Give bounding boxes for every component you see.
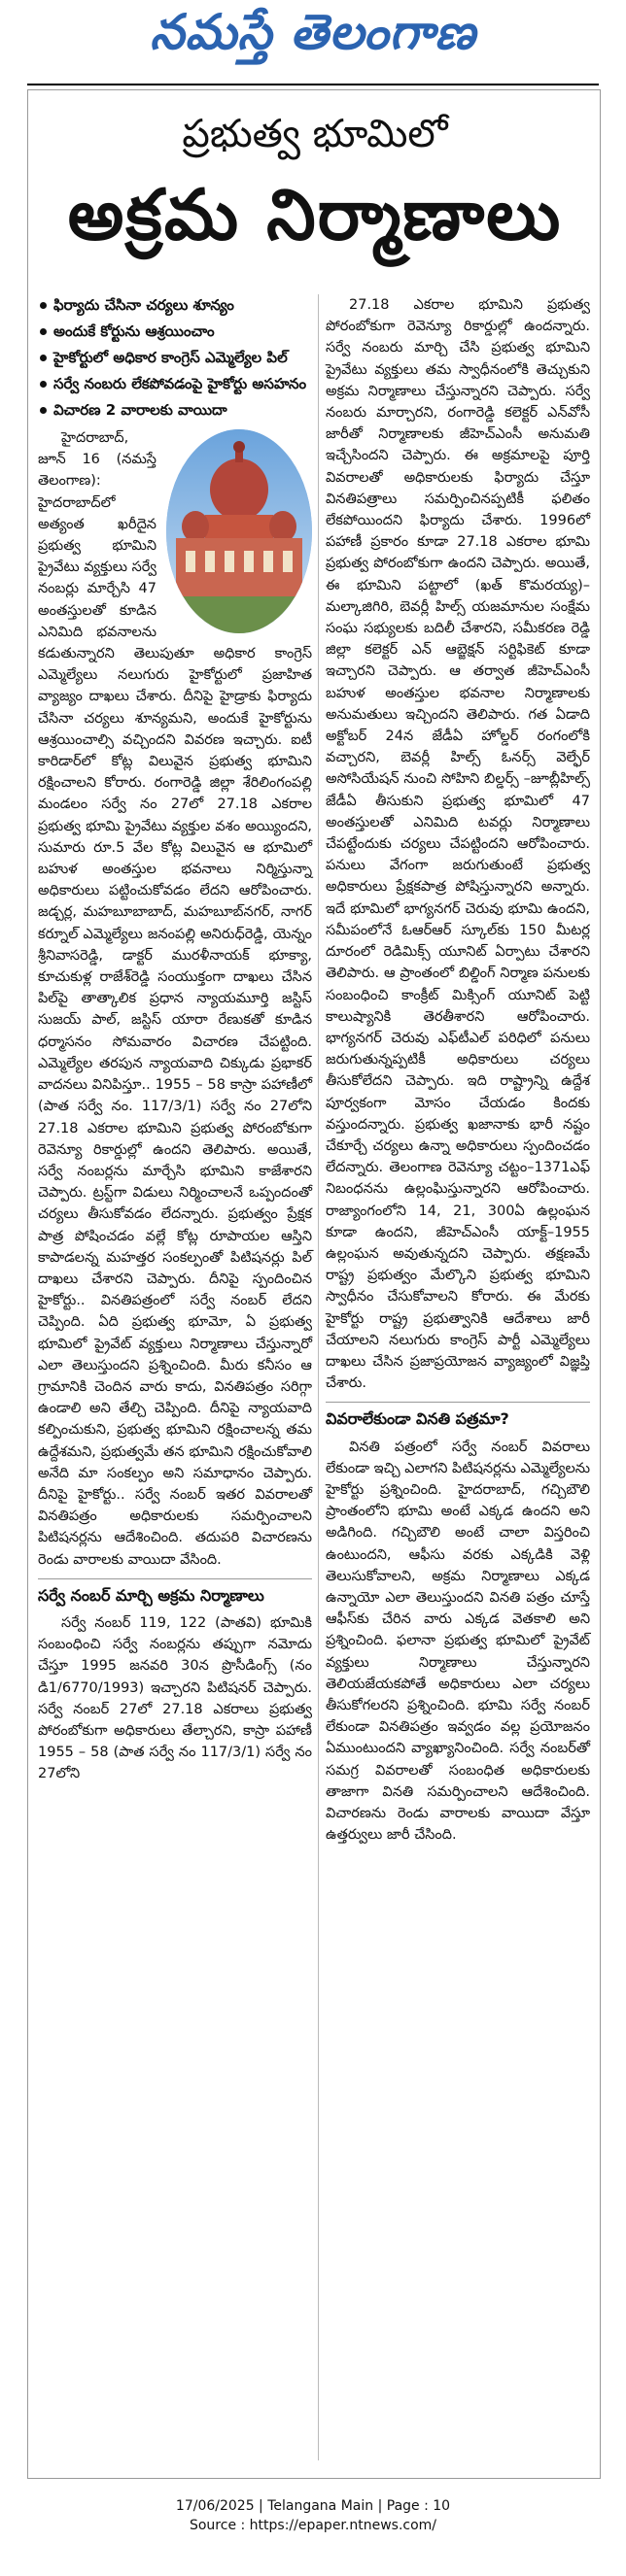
article-kicker: ప్రభుత్వ భూమిలో [182, 112, 448, 156]
masthead-rule [27, 84, 599, 85]
page-footer [0, 2498, 626, 2537]
article-headline: అక్రమ నిర్మాణాలు [67, 174, 563, 255]
paragraph: హైదరాబాద్, జూన్ 16 (నమస్తే తెలంగాణ): హైదరాబాద్‌లో అత్యంత ఖరీదైన ప్రభుత్వ భూమిని ప్రైవేటు వ్యక్తులు సర్వే నంబర్లు మార్చేసి 47 అంతస్తులతో కూడిన ఎనిమిది భవనాలను కడుతున్నారని తెలుపుతూ అధికార కాంగ్రెస్ ఎమ్మెల్యేలు నలుగురు హైకోర్టులో ప్రజాహిత వ్యాజ్యం దాఖలు చేశారు. దీనిపై హైడ్రాకు ఫిర్యాదు చేసినా చర్యలు శూన్యమని, అందుకే హైకోర్టును ఆశ్రయించాల్సి వచ్చిందని వివరణ ఇచ్చారు. ఐటీ కారిడార్‌లో కోట్ల విలువైన ప్రభుత్వ భూమిని రక్షించాలని కోరారు. రంగారెడ్డి జిల్లా శేరిలింగంపల్లి మండలం సర్వే నం 27లో 27.18 ఎకరాల ప్రభుత్వ భూమి ప్రైవేటు వ్యక్తుల వశం అయ్యిందని, సుమారు రూ.5 వేల కోట్ల విలువైన ఆ భూమిలో బహుళ అంతస్తుల భవనాలు నిర్మిస్తున్నా అధికారులు పట్టించుకోవడం లేదని ఆరోపించారు. జడ్చర్ల, మహబూబాబాద్, మహబూబ్‌నగర్, నాగర్ కర్నూల్ ఎమ్మెల్యేలు జనంపల్లి అనిరుధ్‌రెడ్డి, యెన్నం శ్రీనివాసరెడ్డి, డాక్టర్ మురళీనాయక్ భూక్యా, కూచుకుళ్ల రాజేశ్‌రెడ్డి సంయుక్తంగా దాఖలు చేసిన పిల్‌పై తాత్కాలిక ప్రధాన న్యాయమూర్తి జస్టిస్ సుజయ్ పాల్, జస్టిస్ యారా రేణుకతో కూడిన ధర్మాసనం సోమవారం విచారణ చేపట్టింది. ఎమ్మెల్యేల తరపున న్యాయవాది చిక్కుడు ప్రభాకర్ వాదనలు వినిపిస్తూ.. 1955 – 58 కాస్రా పహాణీలో (పాత సర్వే నం. 117/3/1) సర్వే నం 27లోని 27.18 ఎకరాల భూమిని ప్రభుత్వ పోరంబోకుగా రెవెన్యూ రికార్డుల్లో ఉందని తెలిపారు. అయితే, సర్వే నంబర్లను మార్చేసి భూమిని కాజేశారని చెప్పారు. ట్రస్ట్‌గా విడులు నిర్మించాలనే ఒప్పందంతో చర్యలు తీసుకోవడం లేదన్నారు. ప్రభుత్వం ప్రేక్షక పాత్ర పోషించడం వల్లే కోట్ల రూపాయల ఆస్తిని కాపాడలన్న మహత్తర సంకల్పంతో పిటిషనర్లు పిల్ దాఖలు చేశారని చెప్పారు. దీనిపై స్పందించిన హైకోర్టు.. వినతిపత్రంలో సర్వే నంబర్ లేదని చెప్పింది. ఏది ప్రభుత్వ భూమో, ఏ ప్రభుత్వ భూమిలో ప్రైవేట్ వ్యక్తులు నిర్మాణాలు చేస్తున్నారో ఎలా తెలుస్తుందని ప్రశ్నించింది. మీరు కనీసం ఆ గ్రామానికి చెందిన వారు కాదు, వినతిపత్రం సరిగ్గా ఉండాలి అని తేల్చి చెప్పింది. దీనిపై న్యాయవాది కల్పించుకుని, ప్రభుత్వ భూమిని రక్షించాలన్న తమ ఉద్దేశమని, ప్రభుత్వమే తన భూమిని రక్షించుకోవాలి అనేది మా సంకల్పం అని సమాధానం చెప్పారు. దీనిపై హైకోర్టు.. సర్వే నంబర్ ఇతర వివరాలతో వినతిపత్రం అధికారులకు సమర్పించాలని పిటిషనర్లను ఆదేశించింది. తదుపరి విచారణను రెండు వారాలకు వాయిదా వేసింది. [38, 430, 312, 1568]
highlight-item: ఫిర్యాదు చేసినా చర్యలు శూన్యం [38, 294, 312, 317]
highlight-item: విచారణ 2 వారాలకు వాయిదా [38, 399, 312, 422]
paragraph: సర్వే నంబర్ 119, 122 (పాతవి) భూమికి సంబంధించి సర్వే నంబర్లను తప్పుగా నమోదు చేస్తూ 1995 జనవరి 30న ప్రొసీడింగ్స్ (నం డి1/6770/1993) ఇచ్చారని పిటిషనర్ చెప్పారు. సర్వే నంబర్ 27లో 27.18 ఎకరాలు ప్రభుత్వ పోరంబోకుగా అధికారులు తేల్చారని, కాస్రా పహాణీ 1955 – 58 (పాత సర్వే నం 117/3/1) సర్వే నం 27లోని [38, 1614, 312, 1782]
body-text [38, 427, 312, 1571]
left-column [38, 294, 312, 1791]
edition-info: 17/06/2025 | Telangana Main | Page : 10 [175, 2498, 451, 2514]
highlight-item: సర్వే నంబరు లేకపోవడంపై హైకోర్టు అసహనం [38, 373, 312, 395]
paragraph: వినతి పత్రంలో సర్వే నంబర్ వివరాలు లేకుండా ఇచ్చి ఎలాగని పిటిషనర్లను ఎమ్మెల్యేలను హైకోర్టు ప్రశ్నించింది. హైదరాబాద్, గచ్చిబౌలి ప్రాంతంలోని భూమి అంటే ఎక్కడ ఉందని అని అడిగింది. గచ్చిబౌలి అంటే చాలా విస్తరించి ఉంటుందని, ఆఫీసు వరకు ఎక్కడికి వెళ్లి తెలుసుకోవాలని, అక్రమ నిర్మాణాలు ఎక్కడ ఉన్నాయో ఎలా తెలుస్తుందని వినతి పత్రం చూస్తే ఆఫీస్‌కు చేరిన వారు ఎక్కడ వెతకాలి అని ప్రశ్నించింది. ఫలానా ప్రభుత్వ భూమిలో ప్రైవేట్ వ్యక్తులు నిర్మాణాలు చేస్తున్నారని తెలియజేయకపోతే అధికారులు ఎలా చర్యలు తీసుకోగలరని ప్రశ్నించింది. భూమి సర్వే నంబర్ లేకుండా వినతిపత్రం ఇవ్వడం వల్ల ప్రయోజనం ఏముంటుందని వ్యాఖ్యానించింది. సర్వే నంబర్‌తో సమగ్ర వివరాలతో సంబంధిత అధికారులకు తాజాగా వినతి సమర్పించాలని ఆదేశించింది. విచారణను రెండు వారాలకు వాయిదా వేస్తూ ఉత్తర్వులు జారీ చేసింది. [326, 1439, 590, 1844]
subheading: సర్వే నంబర్ మార్చి అక్రమ నిర్మాణాలు [38, 1578, 312, 1607]
high-court-building-icon [166, 429, 312, 633]
high-court-photo [166, 429, 312, 633]
highlight-item: హైకోర్టులో అధికార కాంగ్రెస్ ఎమ్మెల్యేల పిల్ [38, 347, 312, 369]
newspaper-logo: నమస్తే తెలంగాణ [150, 3, 476, 60]
highlights-list [38, 294, 312, 422]
masthead [0, 0, 626, 76]
column-divider [318, 294, 319, 2460]
source-link[interactable]: Source : https://epaper.ntnews.com/ [189, 2518, 437, 2533]
highlight-item: అందుకే కోర్టును ఆశ్రయించాం [38, 321, 312, 343]
subheading: వివరాలేకుండా వినతి పత్రమా? [326, 1402, 590, 1430]
paragraph: 27.18 ఎకరాల భూమిని ప్రభుత్వ పోరంబోకుగా రెవెన్యూ రికార్డుల్లో ఉందన్నారు. సర్వే నంబరు మార్చి చేసి ప్రభుత్వ భూమిని ప్రైవేటు వ్యక్తులు తమ స్వాధీనంలోకి తెచ్చుకుని అక్రమ నిర్మాణాలు చేస్తున్నారని చెప్పారు. సర్వే నంబరు మార్చారని, రంగారెడ్డి కలెక్టర్ ఎన్‌వోసీ జారీతో నిర్మాణాలకు జీహెచ్‌ఎంసీ అనుమతి ఇచ్చేసిందని చెప్పారు. ఈ అక్రమాలపై పూర్తి వివరాలతో అధికారులకు ఫిర్యాదు చేస్తూ వినతిపత్రాలు సమర్పించినప్పటికీ ఫలితం లేకపోయిందని ఫిర్యాదు చేశారు. 1996లో పహాణీ ప్రకారం కూడా 27.18 ఎకరాల భూమి ప్రభుత్వ పోరంబోకుగా ఉందని చెప్పారు. అయితే, ఈ భూమిని పట్టాలో (ఖత్ కొమరయ్య)–మల్కాజిగిరి, బెవర్లీ హిల్స్ యజమానుల సంక్షేమ సంఘ సభ్యులకు బదిలీ చేశారని, సమీకరణ రెడ్డి జిల్లా కలెక్టర్ ఎన్ ఆబ్జెక్షన్ సర్టిఫికెట్ కూడా ఇచ్చారని చెప్పారు. ఆ తర్వాత జీహెచ్‌ఎంసీ బహుళ అంతస్తుల భవనాల నిర్మాణాలకు అనుమతులు ఇచ్చిందని తెలిపారు. గత ఏడాది అక్టోబర్ 24న జేడీఏ హోల్డర్ రంగంలోకి వచ్చారని, బెవర్లీ హిల్స్ ఓనర్స్ వెల్ఫేర్ అసోసియేషన్ నుంచి సోహిని బిల్డర్స్ –జూబ్లీహిల్స్ జేడీఏ తీసుకుని ప్రభుత్వ భూమిలో 47 అంతస్తులతో ఎనిమిది టవర్లు నిర్మాణాలు చేపట్టేందుకు చర్యలు చేపట్టిందని ఆరోపించారు. పనులు వేగంగా జరుగుతుంటే ప్రభుత్వ అధికారులు ప్రేక్షకపాత్ర పోషిస్తున్నారని అన్నారు. ఇదే భూమిలో భాగ్యనగర్ చెరువు భూమి ఉందని, సమీపంలోనే ఓఆర్ఆర్ స్కూల్‌కు 150 మీటర్ల దూరంలో రెడిమిక్స్ యూనిట్ ఏర్పాటు చేశారని తెలిపారు. ఆ ప్రాంతంలో బిల్డింగ్ నిర్మాణ పనులకు సంబంధించి కాంక్రీట్ మిక్సింగ్ యూనిట్ పెట్టి కాలుష్యానికి తెరతీశారని ఆరోపించారు. భాగ్యనగర్ చెరువు ఎఫ్‌టీఎల్ పరిధిలో పనులు జరుగుతున్నప్పటికీ అధికారులు చర్యలు తీసుకోలేదని చెప్పారు. ఇది రాష్ట్రాన్ని ఉద్దేశ పూర్వకంగా మోసం చేయడం కిందకు వస్తుందన్నారు. ప్రభుత్వ ఖజానాకు భారీ నష్టం చేకూర్చే చర్యలు ఉన్నా అధికారులు స్పందించడం లేదన్నారు. తెలంగాణ రెవెన్యూ చట్టం–1371ఎఫ్ నిబంధనను ఉల్లంఘిస్తున్నారని ఆరోపించారు. రాజ్యాంగంలోని 14, 21, 300ఏ ఉల్లంఘన కూడా ఉందని, జీహెచ్‌ఎంసీ యాక్ట్–1955 ఉల్లంఘన అవుతున్నదని చెప్పారు. తక్షణమే రాష్ట్ర ప్రభుత్వం మేల్కొని ప్రభుత్వ భూమిని స్వాధీనం చేసుకోవాలని కోరారు. ఈ మేరకు హైకోర్టు రాష్ట్ర ప్రభుత్వానికి ఆదేశాలు జారీ చేయాలని నలుగురు కాంగ్రెస్ పార్టీ ఎమ్మెల్యేలు దాఖలు చేసిన ప్రజాప్రయోజన వ్యాజ్యంలో విజ్ఞప్తి చేశారు. [326, 297, 590, 1392]
right-column [326, 294, 590, 1851]
article [27, 89, 601, 2479]
